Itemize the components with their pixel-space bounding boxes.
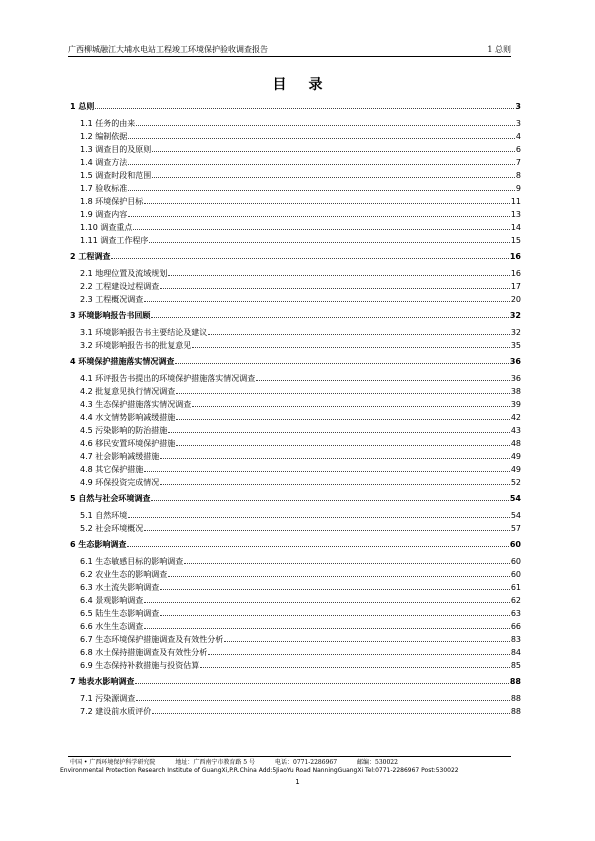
toc-entry-page: 54 <box>509 494 521 503</box>
toc-entry-label: 4.1 环评报告书提出的环境保护措施落实情况调查 <box>80 374 256 383</box>
toc-entry-page: 61 <box>510 583 521 592</box>
toc-leader-dots <box>256 380 510 381</box>
toc-entry-page: 60 <box>510 570 521 579</box>
page-footer <box>60 759 535 775</box>
toc-leader-dots <box>200 667 510 668</box>
footer-tel: 电话：0771-2286967 <box>275 759 338 766</box>
toc-entry-page: 3 <box>515 119 521 128</box>
toc-entry-page: 54 <box>510 511 521 520</box>
toc-entry-label: 1.8 环境保护目标 <box>80 197 144 206</box>
toc-entry-page: 85 <box>510 661 521 670</box>
toc-entry-label: 4.5 污染影响的防治措施 <box>80 426 168 435</box>
toc-leader-dots <box>128 190 515 191</box>
toc-entry-page: 7 <box>515 158 521 167</box>
footer-address: 地址：广西南宁市教育路 5 号 <box>175 759 255 766</box>
toc-entry-page: 57 <box>510 524 521 533</box>
toc-entry-page: 11 <box>510 197 521 206</box>
toc-entry-label: 1.2 编制依据 <box>80 132 128 141</box>
footer-zip: 邮编：530022 <box>357 759 398 766</box>
toc-section-entry[interactable] <box>70 371 521 384</box>
toc-entry-page: 14 <box>510 223 521 232</box>
toc-entry-label: 7.1 污染源调查 <box>80 694 136 703</box>
toc-entry-label: 7.2 建设前水质评价 <box>80 707 152 716</box>
toc-leader-dots <box>144 530 510 531</box>
toc-entry-label: 6 生态影响调查 <box>70 540 127 549</box>
toc-leader-dots <box>111 258 509 259</box>
toc-section-entry[interactable] <box>70 155 521 168</box>
toc-entry-page: 17 <box>510 282 521 291</box>
toc-section-entry[interactable] <box>70 194 521 207</box>
toc-entry-label: 4.4 水文情势影响减缓措施 <box>80 413 176 422</box>
toc-leader-dots <box>176 393 510 394</box>
toc-leader-dots <box>149 242 509 243</box>
toc-leader-dots <box>144 602 510 603</box>
toc-entry-label: 2 工程调查 <box>70 252 111 261</box>
toc-entry-label: 4 环境保护措施落实情况调查 <box>70 357 175 366</box>
toc-leader-dots <box>168 275 510 276</box>
toc-leader-dots <box>144 203 510 204</box>
toc-entry-page: 42 <box>510 413 521 422</box>
toc-section-entry[interactable] <box>70 168 521 181</box>
toc-section-entry[interactable] <box>70 691 521 704</box>
toc-entry-page: 62 <box>510 596 521 605</box>
toc-entry-label: 1.10 调查重点 <box>80 223 133 232</box>
toc-leader-dots <box>160 589 510 590</box>
toc-entry-label: 1.7 验收标准 <box>80 184 128 193</box>
toc-leader-dots <box>192 347 510 348</box>
table-of-contents <box>70 99 521 717</box>
toc-leader-dots <box>152 151 515 152</box>
toc-entry-label: 1 总则 <box>70 102 95 111</box>
header-left-title: 广西柳城融江大埔水电站工程竣工环境保护验收调查报告 <box>68 45 268 54</box>
toc-section-entry[interactable] <box>70 580 521 593</box>
toc-section-entry[interactable] <box>70 325 521 338</box>
toc-entry-page: 9 <box>515 184 521 193</box>
toc-leader-dots <box>208 334 510 335</box>
toc-entry-label: 3.1 环境影响报告书主要结论及建议 <box>80 328 208 337</box>
toc-entry-label: 1.1 任务的由来 <box>80 119 136 128</box>
toc-section-entry[interactable] <box>70 292 521 305</box>
toc-entry-label: 6.8 水土保持措施调查及有效性分析 <box>80 648 208 657</box>
toc-entry-page: 43 <box>510 426 521 435</box>
toc-chapter-entry[interactable] <box>70 308 521 321</box>
toc-leader-dots <box>160 615 510 616</box>
toc-leader-dots <box>168 576 510 577</box>
toc-section-entry[interactable] <box>70 593 521 606</box>
toc-entry-label: 1.4 调查方法 <box>80 158 128 167</box>
toc-leader-dots <box>95 108 514 109</box>
toc-leader-dots <box>144 471 510 472</box>
toc-section-entry[interactable] <box>70 233 521 246</box>
toc-leader-dots <box>133 229 509 230</box>
header-right-section: 1 总则 <box>487 45 511 54</box>
toc-entry-page: 49 <box>510 465 521 474</box>
toc-section-entry[interactable] <box>70 508 521 521</box>
toc-entry-page: 88 <box>510 707 521 716</box>
toc-section-entry[interactable] <box>70 521 521 534</box>
toc-section-entry[interactable] <box>70 449 521 462</box>
toc-leader-dots <box>160 458 510 459</box>
toc-section-entry[interactable] <box>70 462 521 475</box>
toc-section-entry[interactable] <box>70 475 521 488</box>
toc-leader-dots <box>136 700 510 701</box>
toc-entry-label: 6.5 陆生生态影响调查 <box>80 609 160 618</box>
toc-entry-label: 6.6 水生生态调查 <box>80 622 144 631</box>
toc-entry-page: 36 <box>510 374 521 383</box>
toc-entry-label: 6.3 水土流失影响调查 <box>80 583 160 592</box>
toc-leader-dots <box>224 641 510 642</box>
toc-chapter-entry[interactable] <box>70 99 521 112</box>
toc-section-entry[interactable] <box>70 142 521 155</box>
toc-leader-dots <box>128 138 515 139</box>
toc-section-entry[interactable] <box>70 384 521 397</box>
toc-entry-page: 15 <box>510 236 521 245</box>
toc-chapter-entry[interactable] <box>70 537 521 550</box>
toc-entry-page: 13 <box>510 210 521 219</box>
toc-section-entry[interactable] <box>70 423 521 436</box>
toc-entry-label: 4.6 移民安置环境保护措施 <box>80 439 176 448</box>
toc-entry-page: 52 <box>510 478 521 487</box>
toc-leader-dots <box>160 484 510 485</box>
footer-rule <box>68 756 511 757</box>
toc-leader-dots <box>128 216 510 217</box>
toc-entry-page: 16 <box>510 269 521 278</box>
toc-leader-dots <box>208 654 510 655</box>
toc-section-entry[interactable] <box>70 645 521 658</box>
toc-entry-label: 6.2 农业生态的影响调查 <box>80 570 168 579</box>
toc-entry-page: 39 <box>510 400 521 409</box>
toc-entry-page: 88 <box>509 677 521 686</box>
toc-leader-dots <box>151 500 509 501</box>
page-title: 目录 <box>272 77 345 93</box>
toc-section-entry[interactable] <box>70 554 521 567</box>
toc-entry-page: 48 <box>510 439 521 448</box>
toc-section-entry[interactable] <box>70 266 521 279</box>
toc-entry-label: 1.11 调查工作程序 <box>80 236 149 245</box>
toc-entry-page: 35 <box>510 341 521 350</box>
toc-entry-page: 32 <box>510 328 521 337</box>
toc-leader-dots <box>152 177 515 178</box>
toc-section-entry[interactable] <box>70 704 521 717</box>
toc-chapter-entry[interactable] <box>70 491 521 504</box>
toc-leader-dots <box>128 164 515 165</box>
toc-leader-dots <box>128 517 510 518</box>
toc-entry-label: 6.4 景观影响调查 <box>80 596 144 605</box>
toc-entry-page: 49 <box>510 452 521 461</box>
toc-entry-label: 5.2 社会环境概况 <box>80 524 144 533</box>
toc-entry-page: 88 <box>510 694 521 703</box>
toc-entry-label: 2.1 地理位置及流域规划 <box>80 269 168 278</box>
toc-entry-page: 8 <box>515 171 521 180</box>
toc-section-entry[interactable] <box>70 619 521 632</box>
toc-section-entry[interactable] <box>70 658 521 671</box>
toc-leader-dots <box>144 301 510 302</box>
header-rule <box>68 56 511 57</box>
toc-leader-dots <box>184 563 510 564</box>
toc-entry-label: 1.3 调查目的及原则 <box>80 145 152 154</box>
toc-section-entry[interactable] <box>70 129 521 142</box>
toc-section-entry[interactable] <box>70 220 521 233</box>
toc-entry-page: 16 <box>509 252 521 261</box>
footer-english: Environmental Protection Research Institute of GuangXi,P.R.China Add:5JiaoYu Road NanningGuangXi Tel:0771-2286967 Post:530022 <box>60 767 459 774</box>
toc-leader-dots <box>144 628 510 629</box>
toc-leader-dots <box>151 317 509 318</box>
toc-leader-dots <box>176 445 510 446</box>
toc-entry-label: 4.8 其它保护措施 <box>80 465 144 474</box>
toc-entry-page: 32 <box>509 311 521 320</box>
toc-chapter-entry[interactable] <box>70 249 521 262</box>
toc-entry-page: 38 <box>510 387 521 396</box>
toc-entry-label: 2.3 工程概况调查 <box>80 295 144 304</box>
toc-entry-label: 3 环境影响报告书回顾 <box>70 311 151 320</box>
toc-section-entry[interactable] <box>70 207 521 220</box>
toc-entry-page: 84 <box>510 648 521 657</box>
toc-entry-label: 6.7 生态环境保护措施调查及有效性分析 <box>80 635 224 644</box>
toc-entry-label: 3.2 环境影响报告书的批复意见 <box>80 341 192 350</box>
toc-entry-page: 60 <box>510 557 521 566</box>
toc-section-entry[interactable] <box>70 632 521 645</box>
toc-entry-label: 5.1 自然环境 <box>80 511 128 520</box>
toc-leader-dots <box>152 713 510 714</box>
toc-leader-dots <box>176 419 510 420</box>
toc-entry-label: 1.9 调查内容 <box>80 210 128 219</box>
toc-section-entry[interactable] <box>70 181 521 194</box>
footer-org: 中国 • 广西环境保护科学研究院 <box>70 759 156 766</box>
toc-leader-dots <box>175 363 509 364</box>
toc-entry-page: 36 <box>509 357 521 366</box>
page-header <box>68 41 511 55</box>
toc-entry-label: 6.1 生态敏感目标的影响调查 <box>80 557 184 566</box>
toc-entry-page: 83 <box>510 635 521 644</box>
toc-entry-label: 1.5 调查时段和范围 <box>80 171 152 180</box>
toc-section-entry[interactable] <box>70 606 521 619</box>
toc-leader-dots <box>127 546 509 547</box>
toc-entry-page: 3 <box>515 102 521 111</box>
toc-entry-label: 4.7 社会影响减缓措施 <box>80 452 160 461</box>
toc-entry-page: 4 <box>515 132 521 141</box>
toc-leader-dots <box>192 406 510 407</box>
toc-section-entry[interactable] <box>70 116 521 129</box>
toc-chapter-entry[interactable] <box>70 674 521 687</box>
toc-section-entry[interactable] <box>70 338 521 351</box>
toc-entry-label: 6.9 生态保持补救措施与投资估算 <box>80 661 200 670</box>
toc-section-entry[interactable] <box>70 410 521 423</box>
toc-entry-label: 4.3 生态保护措施落实情况调查 <box>80 400 192 409</box>
toc-entry-label: 4.9 环保投资完成情况 <box>80 478 160 487</box>
toc-entry-label: 4.2 批复意见执行情况调查 <box>80 387 176 396</box>
toc-chapter-entry[interactable] <box>70 354 521 367</box>
page-number: 1 <box>295 778 300 786</box>
toc-section-entry[interactable] <box>70 436 521 449</box>
toc-section-entry[interactable] <box>70 397 521 410</box>
toc-section-entry[interactable] <box>70 279 521 292</box>
toc-entry-label: 5 自然与社会环境调查 <box>70 494 151 503</box>
toc-entry-page: 66 <box>510 622 521 631</box>
toc-entry-label: 2.2 工程建设过程调查 <box>80 282 160 291</box>
toc-leader-dots <box>160 288 510 289</box>
toc-entry-label: 7 地表水影响调查 <box>70 677 135 686</box>
toc-entry-page: 6 <box>515 145 521 154</box>
toc-entry-page: 63 <box>510 609 521 618</box>
toc-leader-dots <box>168 432 510 433</box>
toc-leader-dots <box>136 125 515 126</box>
toc-leader-dots <box>135 683 509 684</box>
toc-section-entry[interactable] <box>70 567 521 580</box>
toc-entry-page: 20 <box>510 295 521 304</box>
toc-entry-page: 60 <box>509 540 521 549</box>
